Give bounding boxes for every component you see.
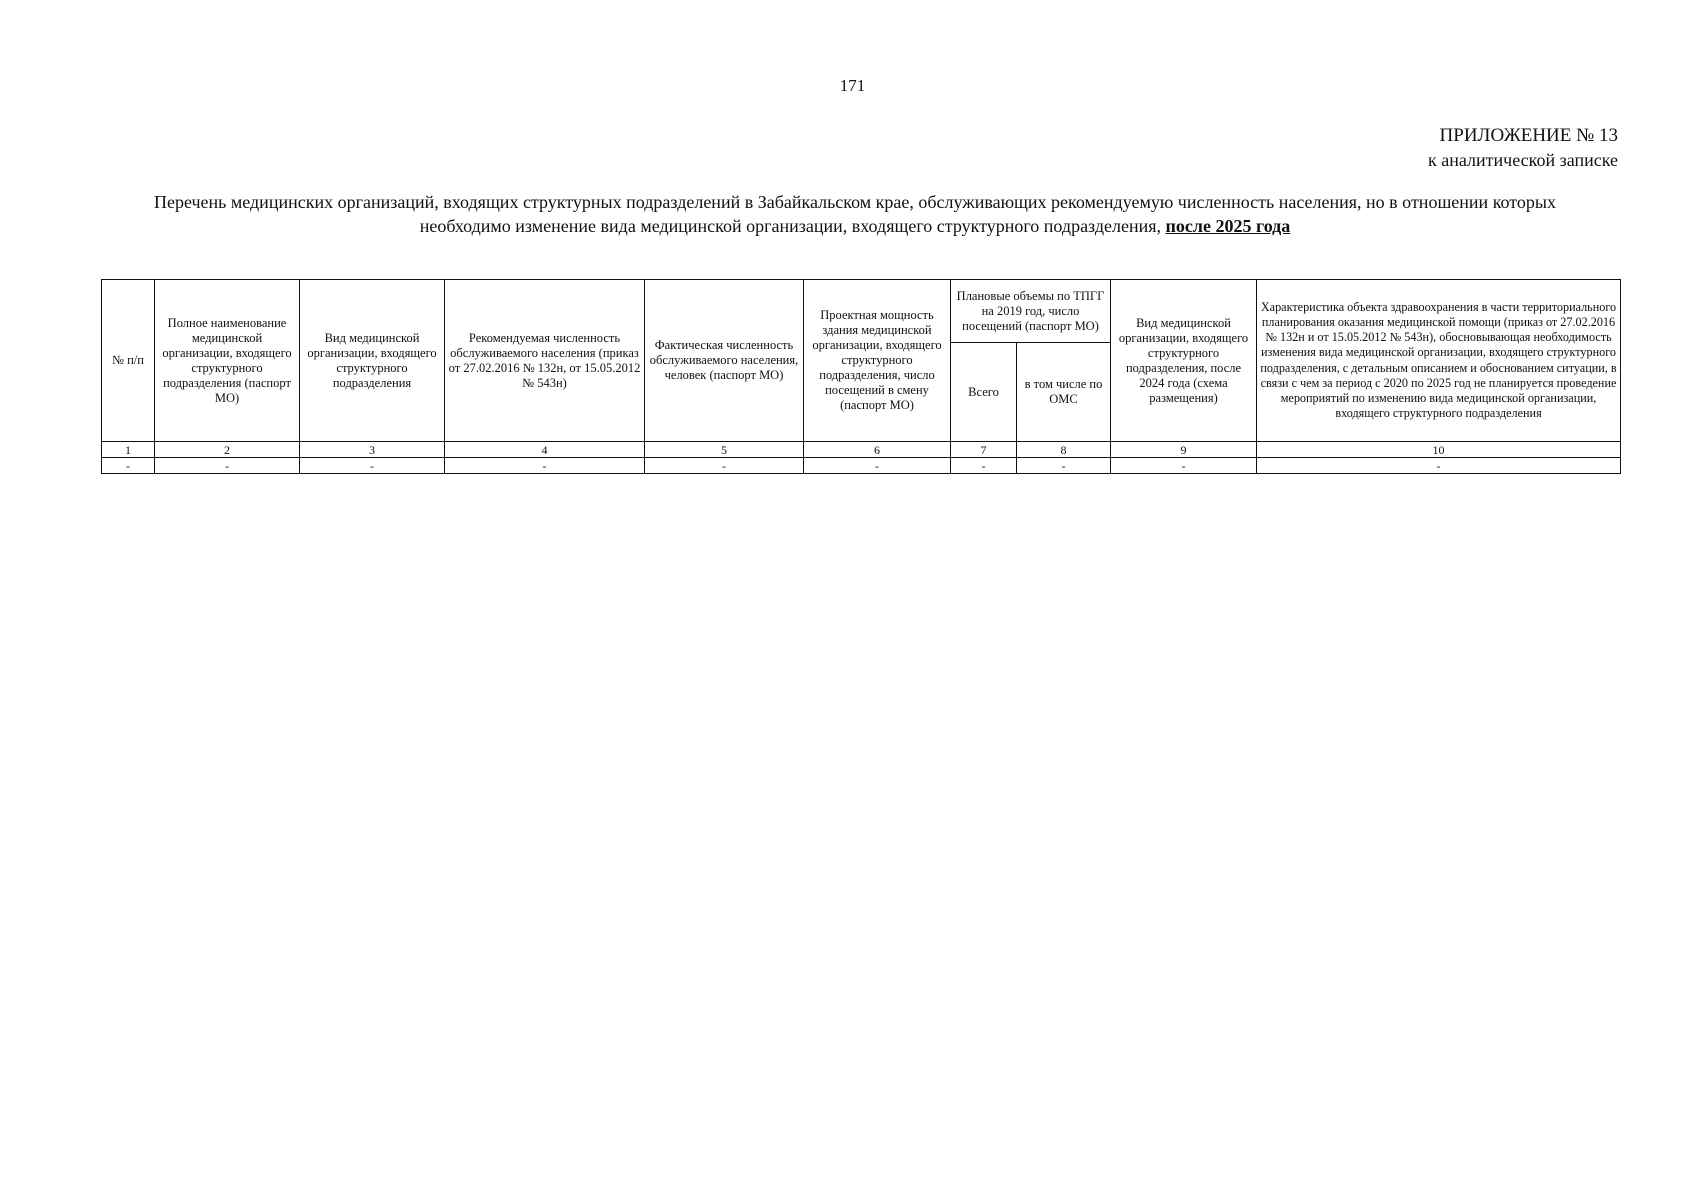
appendix-title: ПРИЛОЖЕНИЕ № 13: [1439, 125, 1618, 146]
header-cell-design-capacity: Проектная мощность здания медицинской организации, входящего структурного подразделения, число посещений в смену (паспорт МО): [804, 280, 951, 442]
header-cell-recommended-population: Рекомендуемая численность обслуживаемого населения (приказ от 27.02.2016 № 132н, от 15.05.2012 № 543н): [445, 280, 645, 442]
table-cell: -: [102, 458, 155, 474]
table-cell: -: [155, 458, 300, 474]
header-cell-oms: в том числе по ОМС: [1017, 343, 1111, 442]
column-number: 6: [804, 442, 951, 458]
header-cell-planned-volumes: Плановые объемы по ТПГГ на 2019 год, число посещений (паспорт МО): [951, 280, 1111, 343]
column-number: 7: [951, 442, 1017, 458]
column-number: 3: [300, 442, 445, 458]
heading-text: Перечень медицинских организаций, входящих структурных подразделений в Забайкальском крае, обслуживающих рекомендуемую численность населения, но в отношении которых необходимо изменение вида медицинской организации, входящего структурного подразделения,: [153, 192, 1557, 236]
heading-emphasis: после 2025 года: [1165, 216, 1291, 236]
document-heading: [110, 190, 1600, 238]
table-cell: -: [804, 458, 951, 474]
column-number: 10: [1257, 442, 1621, 458]
organizations-table: [101, 279, 1621, 474]
column-number: 2: [155, 442, 300, 458]
header-cell-total: Всего: [951, 343, 1017, 442]
header-cell-actual-population: Фактическая численность обслуживаемого населения, человек (паспорт МО): [645, 280, 804, 442]
appendix-block: [1428, 124, 1618, 172]
header-cell-number: № п/п: [102, 280, 155, 442]
column-number: 4: [445, 442, 645, 458]
column-numbers-row: [102, 442, 1621, 458]
column-number: 8: [1017, 442, 1111, 458]
table-cell: -: [645, 458, 804, 474]
table-cell: -: [951, 458, 1017, 474]
header-cell-characteristics: Характеристика объекта здравоохранения в части территориального планирования оказания медицинской помощи (приказ от 27.02.2016 № 132н и от 15.05.2012 № 543н), обосновывающая необходимость изменения вида медицинской организации, входящего структурного подразделения, с детальным описанием и обоснованием ситуации, в связи с чем за период с 2020 по 2025 год не планируется проведение мероприятий по изменению вида медицинской организации, входящего структурного подразделения: [1257, 280, 1621, 442]
header-cell-type: Вид медицинской организации, входящего структурного подразделения: [300, 280, 445, 442]
column-number: 5: [645, 442, 804, 458]
table-row: [102, 458, 1621, 474]
table-cell: -: [445, 458, 645, 474]
page-number: 171: [839, 76, 866, 95]
header-cell-type-after-2024: Вид медицинской организации, входящего структурного подразделения, после 2024 года (схема размещения): [1111, 280, 1257, 442]
appendix-subtitle: к аналитической записке: [1428, 150, 1618, 170]
column-number: 9: [1111, 442, 1257, 458]
table-cell: -: [1111, 458, 1257, 474]
header-cell-full-name: Полное наименование медицинской организации, входящего структурного подразделения (паспорт МО): [155, 280, 300, 442]
table-cell: -: [300, 458, 445, 474]
header-row-1: [102, 280, 1621, 343]
table-cell: -: [1257, 458, 1621, 474]
table-cell: -: [1017, 458, 1111, 474]
column-number: 1: [102, 442, 155, 458]
